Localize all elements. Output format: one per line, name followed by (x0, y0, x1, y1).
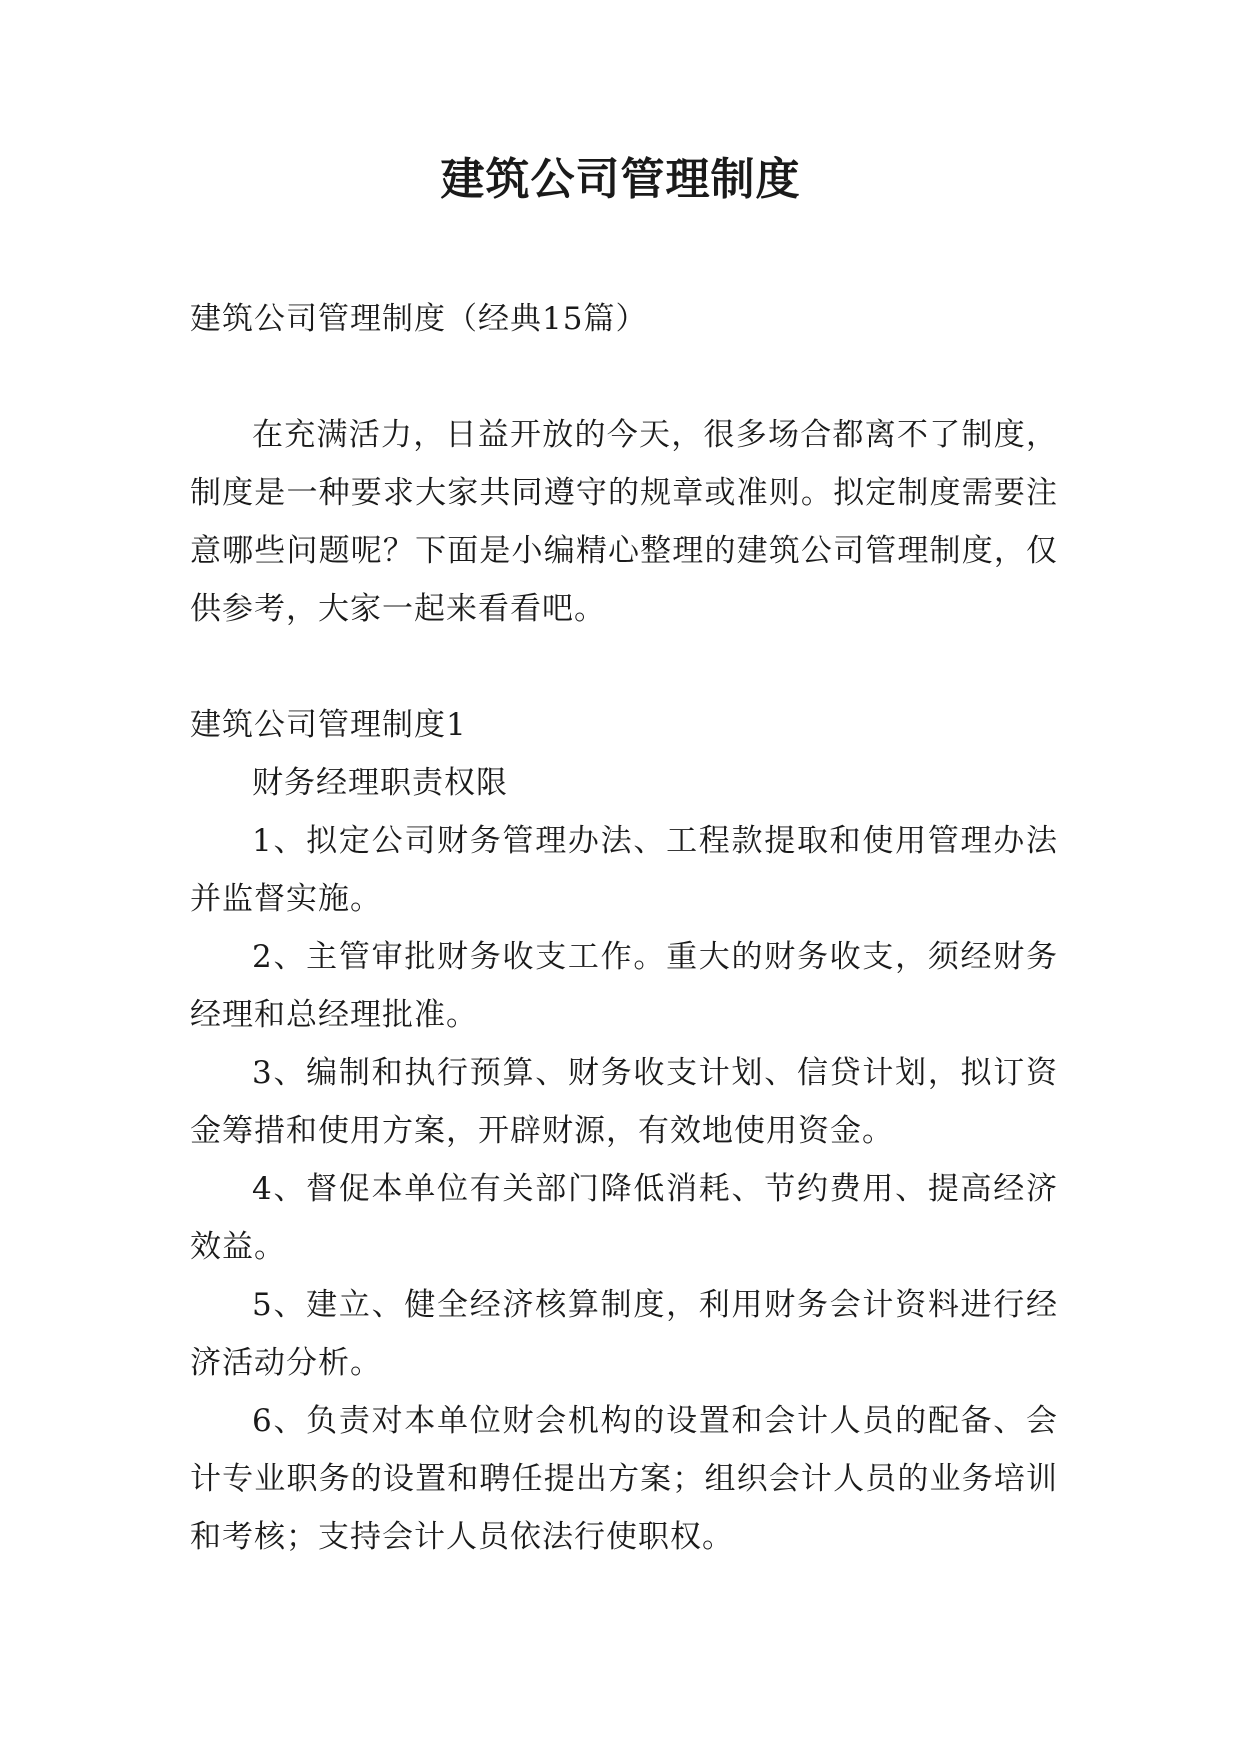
intro-paragraph: 在充满活力，日益开放的今天，很多场合都离不了制度，制度是一种要求大家共同遵守的规章或准则。拟定制度需要注意哪些问题呢？下面是小编精心整理的建筑公司管理制度，仅供参考，大家一起来看看吧。 (190, 417, 1058, 627)
list-item: 6、负责对本单位财会机构的设置和会计人员的配备、会计专业职务的设置和聘任提出方案；组织会计人员的业务培训和考核；支持会计人员依法行使职权。 (190, 1403, 1058, 1555)
list-item: 1、拟定公司财务管理办法、工程款提取和使用管理办法并监督实施。 (190, 823, 1058, 917)
list-item: 3、编制和执行预算、财务收支计划、信贷计划，拟订资金筹措和使用方案，开辟财源，有效地使用资金。 (190, 1055, 1058, 1149)
document-subtitle: 建筑公司管理制度（经典15篇） (190, 301, 648, 337)
list-item: 2、主管审批财务收支工作。重大的财务收支，须经财务经理和总经理批准。 (190, 939, 1058, 1033)
section-subheading: 财务经理职责权限 (252, 765, 508, 801)
list-item: 4、督促本单位有关部门降低消耗、节约费用、提高经济效益。 (190, 1171, 1058, 1265)
document-body (190, 290, 1058, 1566)
document-title: 建筑公司管理制度 (440, 154, 801, 205)
list-item: 5、建立、健全经济核算制度，利用财务会计资料进行经济活动分析。 (190, 1287, 1058, 1381)
section-heading: 建筑公司管理制度1 (190, 707, 467, 743)
